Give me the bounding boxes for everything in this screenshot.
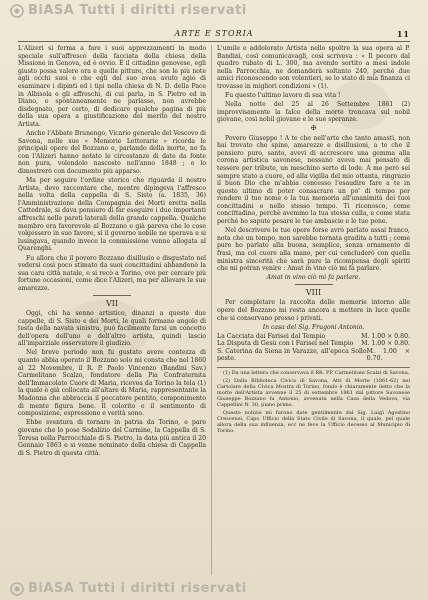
list-item — [217, 333, 410, 341]
paragraph: Ebbe sventura di tornare in patria da Torino, e pare giovane che lo pose Sodalizio del Carmine, la Cappella di S. Teresa nella Parrocchiale di S. Pietro, la data più antica il 20 Gennaio 1863 e si venne nominato della chiesa di Cappella di S. Pietro di questa città. — [18, 419, 206, 457]
page-number: 11 — [396, 29, 410, 39]
item-title: La Cacciata dai Farisei dal Tempio — [217, 332, 326, 340]
section-rule — [93, 295, 131, 296]
paragraph: Per completare la raccolta delle memorie intorno alle opere del Bozzano mi resta ancora a mettere in luce quelle che si conservano presso i privati. — [217, 299, 410, 322]
watermark-text: BiASA Tutti i diritti riservati — [28, 3, 247, 18]
footnote: (2) Dalla Biblioteca Civica di Savona, Atti di Morte (1861-62) nel Cartolare della Civica Mostra di Torino, fondo è chiaramente detto che la morte dell'Artista avvenne il 25 di settembre 1861 dal pittore Savonese Giuseppe Bozzano fu Antonio, avvenuta nella Casa della Vedova, via Cappellini N. 30, piano primo. — [217, 377, 410, 409]
item-size: M. 1.00 × 0.80. — [361, 340, 410, 348]
footnote: Queste notizie mi furono date gentilmente dal Sig. Luigi Agostino Crescenzi, Capo Ufficio della Stato Civile di Savona, il quale, pel quale allora della sua influenza, ecc ne fece la Ufficio decesso al Municipio di Torino. — [217, 409, 410, 434]
paragraph: Povero Giuseppe ! A te che nell'arte che tanto amasti, non hai trovato che spine, amarezze e disillusioni, a te che il pensiero puro, santo, avevi di accrescere una gemma alla corona artistica savonese, nessuno aveva mai pensato di tessere per tribute, un meschino serto di lode. A me però sei sempre stato a cuore, ed alla vigilia del mio ottanta, ringrazio il buon Dio che m'abbia concesso l'esaudire fare a te in questo ultimo di poter consacrare un po' di tempo per rendere il tuo nome e la tua memoria all'unanimità dei tuoi concittadini e nello stesso tempo. Ti riconosco, come concittadino, perchè avemmo la tua stessa culla, e come stata perchè ho sapute pesare le tue ambascie e le tue pene. — [217, 134, 410, 226]
watermark-text: BiASA Tutti i diritti riservati — [28, 581, 247, 596]
paragraph: Nella notte del 25 al 26 Settembre 1861 (2) improvvisamente la falce della morte troncava sul nobil giovane, così nobil giovane e le sue speranze. — [217, 101, 410, 124]
subheading: In casa del Sig. Frugoni Antonio. — [262, 323, 365, 331]
paragraph: Nel breve periodo non fu gustato avere contezza di quanto abbia operato il Bozzano solo mi consta che nel 1860 al 22 Novembre, il R. P. Paolo Vincenzo (Bandini Sav.) Carmelitano Scalzo, fondatore della Pia Confraternita dell'Immacolato Cuore di Maria, ricevea da Torino la tela (1) la quale è già collocata all'altare di Maria, rappresentante la Madonna che abbraccia il peccatore pentito, componimento di mente figura bene. Il colorito e il sentimento di composizione, espressione e verità sono. — [18, 349, 206, 418]
library-logo-icon — [10, 582, 24, 596]
section-rule — [295, 284, 333, 285]
item-title: S. Caterina da Siena in Varazze, all'epoca Sollo peste. — [217, 347, 367, 363]
paragraph: Ma per seguire l'ordine storico che riguarda il nostro Artista, devo raccontare che, mentre dipingeva l'affresco nella volta della cappella di S. Sisto (a. 1835, 36) l'Amministrazione della Compagnia dei Morti eretta nella Cattedrale, si dava pensiero di far eseguire i due importanti affreschi nelle pareti laterali della grande cappella. Qualche membro era favorevole al Bozzano e già pareva che lo cose volgessero in suo favore, sì il governo nobile ne sperava e si lusingava, quando invece la commissione venne allogata al Quarenghi. — [18, 177, 206, 253]
footnotes — [217, 367, 410, 434]
paragraph: L'Alizeri si ferma a fare i suoi apprezzamenti in modo speciale sull'affresco della facciata della chiesa della Missione in Genova, ed è ovvio. È il cittadino genovese, egli giusto possa valere ora e quelle pitture, che son le più note agli occhi suoi e che egli del suo avea avuto agio di esaminare i dipinti ed i tipi nella chiesa di N. D. della Pace in Albisola e gli affreschi, di cui parla, in S. Pietro ed in Diano, e spontaneamente ne parlasse, non avrebbe disdegnato, per certo, di dedicare qualche pagina di più della sua opera a giustificazione del merito del nostro Artista. — [18, 45, 206, 128]
ornament-icon: ✠ — [310, 124, 317, 133]
watermark-bottom — [0, 580, 428, 598]
watermark-top — [0, 2, 428, 20]
quote-line: Amat in vino ciò mi fa parlare. — [266, 274, 361, 282]
item-size: M. 1.00 × 0.70. — [366, 347, 410, 363]
list-item — [217, 340, 410, 348]
library-logo-icon — [10, 4, 24, 18]
paragraph: L'umile e addolorato Artista nello spoltre la sua opera al P. Bandini, così comunicavagli, così scriveva : « Il pecoro dal quadro rubato di L. 300, ma avendo sortito a mesi indole nella Parrocchia, ne domanderà soltanto 240, perchè due amici riconoscendo son volentieri, se lo stato di mia finanza ci trovasse in migliori condizioni » (1). — [217, 45, 410, 90]
header-rule — [18, 41, 410, 42]
paragraph: Anche l'Abbate Brunengo, Vicario generale del Vescovo di Savona, nelle sue « Memorie Letterarie » ricorda le principali opere del Bozzano e, parlando della morte, ne fa con l'Alizeri hanno notato le circostanze di date da fonte non pura, volendolo nascosto nell'anno 1848 ; e lo dimostrerò con documento più apparso. — [18, 130, 206, 175]
running-title: ARTE E STORIA — [174, 29, 254, 38]
paragraph: Fu questo l'ultimo lavoro di sua vita ! — [225, 92, 341, 100]
column-divider — [211, 45, 212, 575]
left-column — [18, 45, 206, 575]
item-size: M. 1.00 × 0.80. — [361, 332, 410, 340]
item-title: La Disputa di Gesù con i Farisei nel Tempio — [217, 340, 354, 348]
paragraph: Nel descrivere le tue opere forse avrò parlato assai franco, nota che un tempo, non sarebbe tornata gradita a tutti ; come pure ho parlato alla buona, semplice, senza ornamento di frasi, ma col cuore alla mano, per cui concluderò con quella ministra sincerità che sarà pure la ricompensa degli spiriti che mi potran venire : Amat in vino ciò mi fa parlare. — [217, 227, 410, 273]
paragraph: Fu allora che il povero Bozzano disillusio e disgustato nel vedersi così poco stimato da suoi concittadini abbandonò la sua cara città natale, e si recò a Torino, ove per cercare più fortune occasioni, come dice l'Alizeri, ma per allevare le sue amarezze. — [18, 254, 206, 292]
list-item — [217, 348, 410, 363]
footnote: (1) Da una lettera che conservava il RR. PP. Carmelitani Scalzi di Savona. — [223, 370, 410, 377]
section-heading-viii: VIII — [305, 287, 322, 297]
right-column — [217, 45, 410, 575]
running-header — [18, 28, 410, 40]
paragraph: Oggi, chi ha senno artistico, dinanzi a queste due cappelle, di S. Sisto e dei Morti, le quali formano angolo di testa della navata sinistra, può facilmente farsi un concetto dell'opera dell'uno e dell'altro artista, quindi lascio all'imparziale osservatore il giudizio. — [18, 310, 206, 348]
section-heading-vii: VII — [105, 298, 119, 308]
